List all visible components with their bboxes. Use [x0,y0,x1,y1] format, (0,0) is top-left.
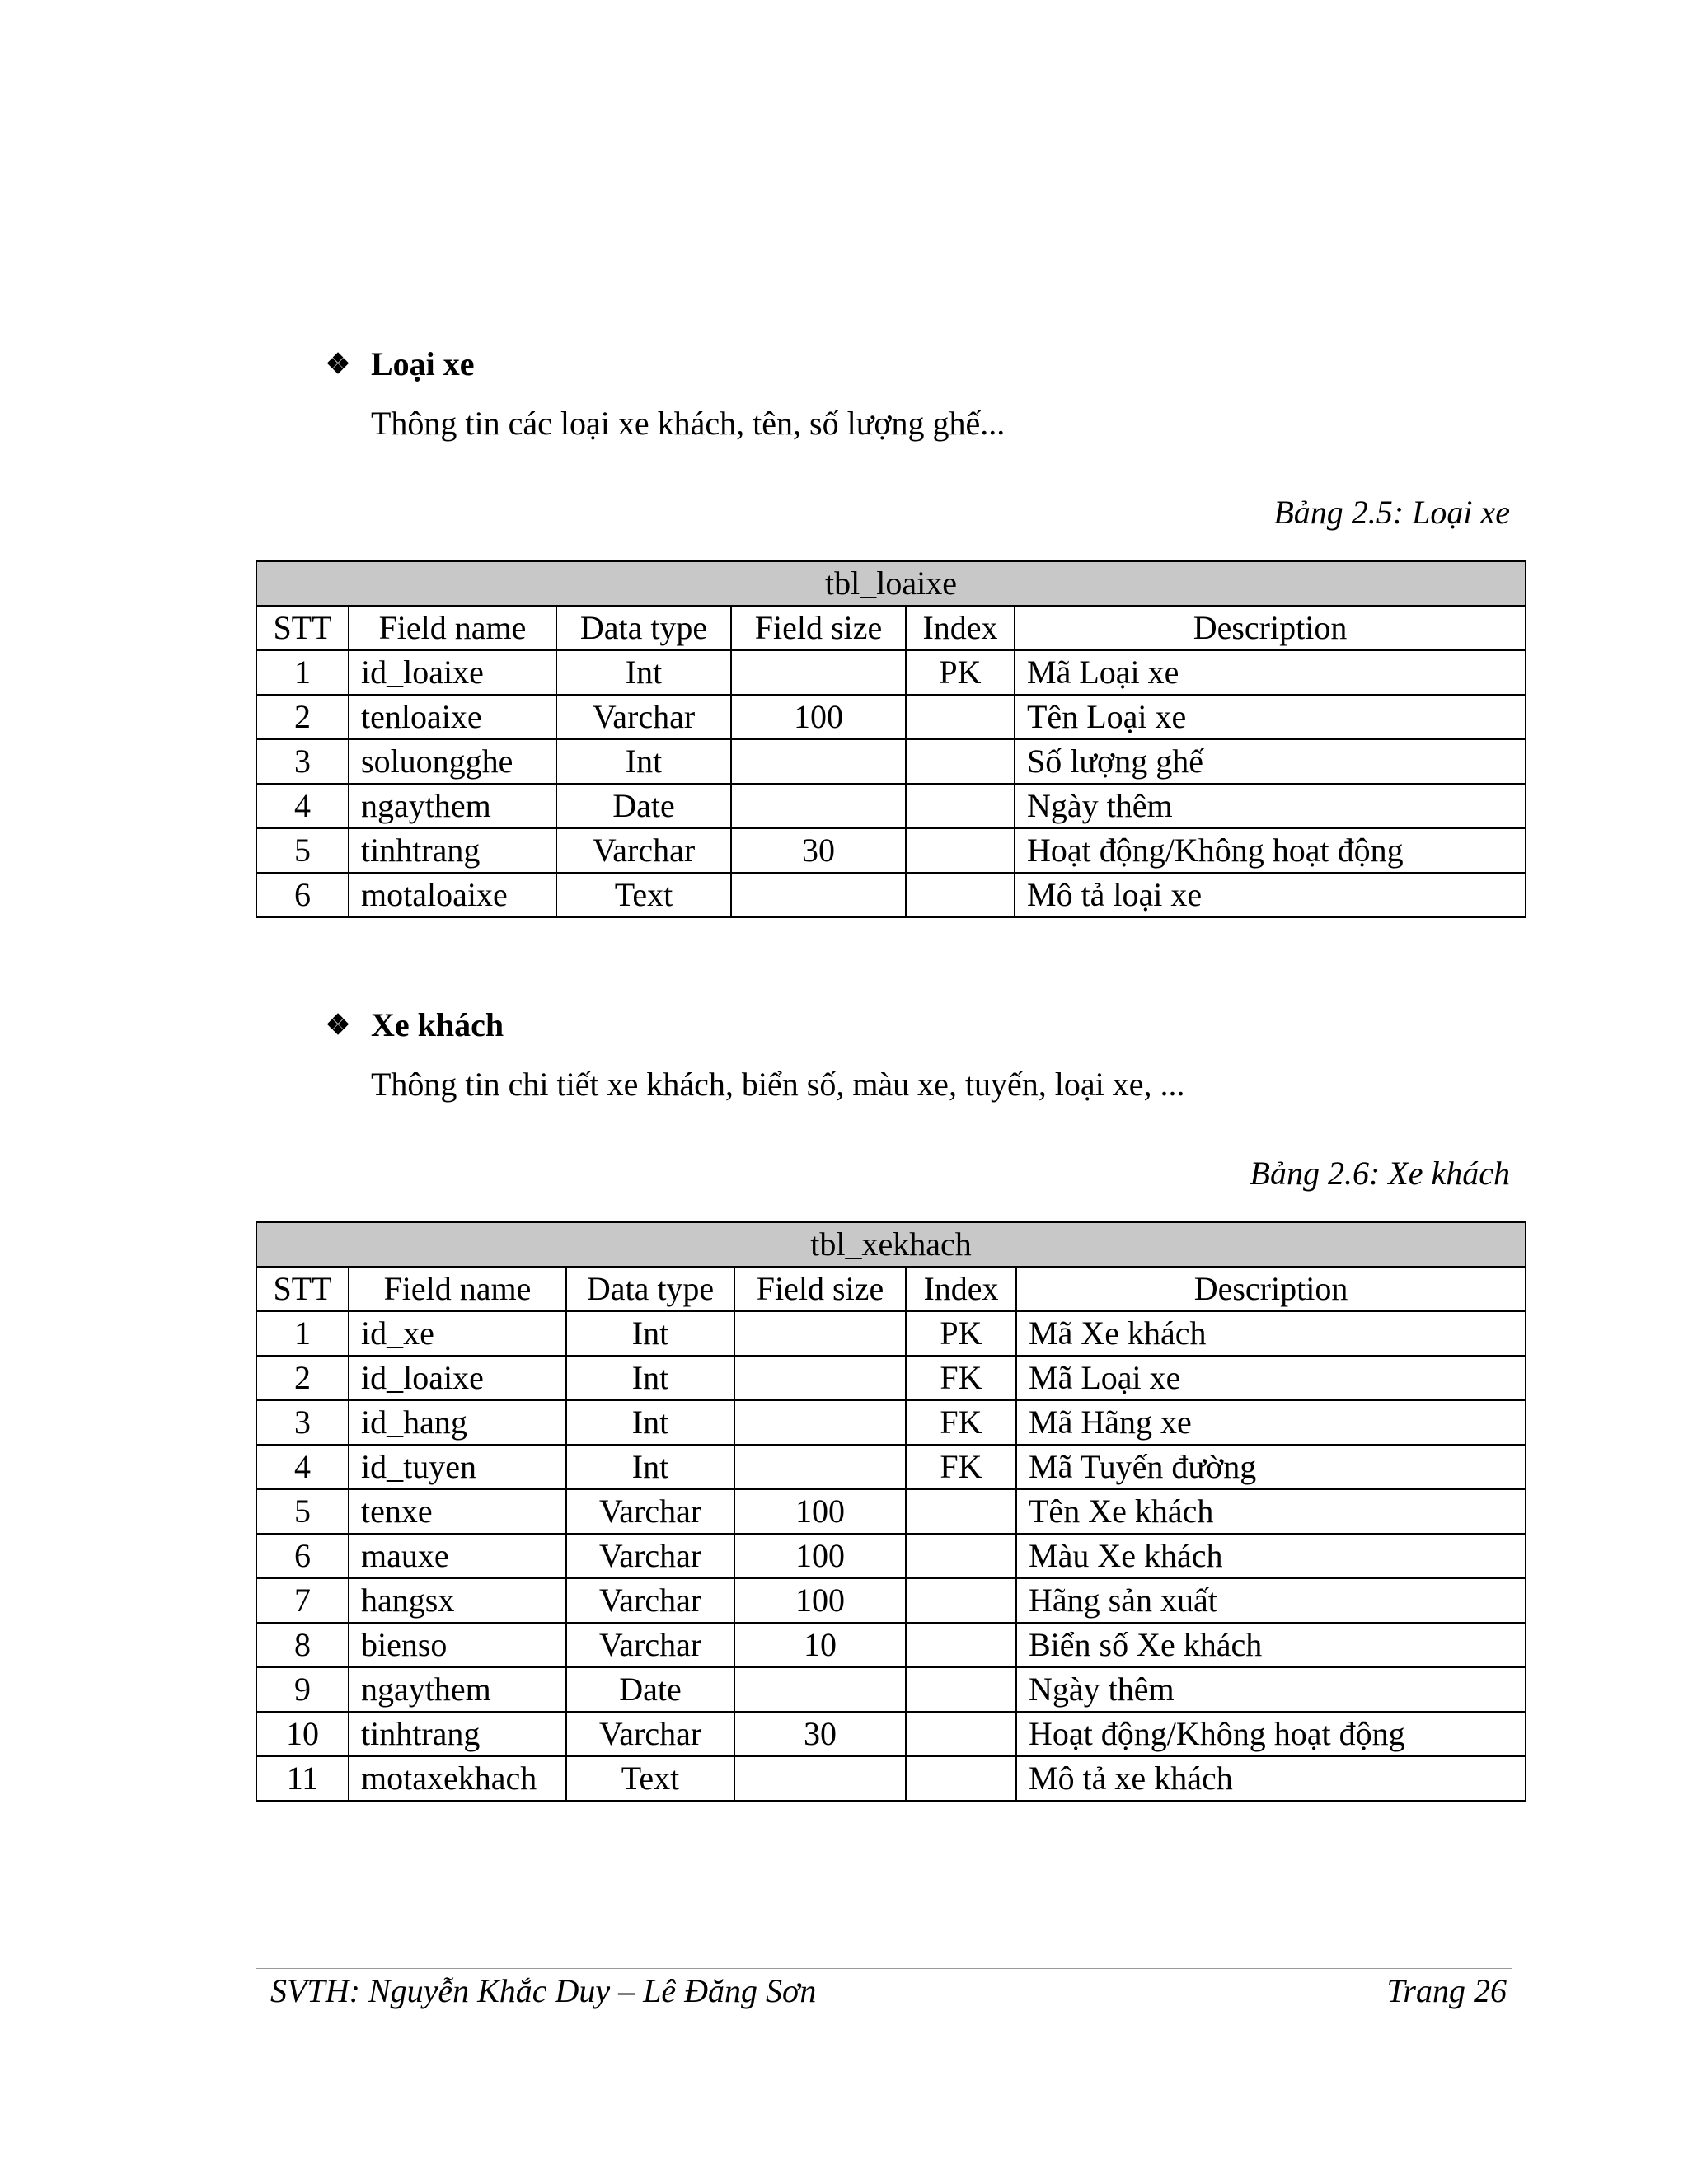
table-cell: 100 [734,1578,906,1623]
table-cell: FK [906,1356,1016,1400]
table-cell: PK [906,1311,1016,1356]
table-cell: id_loaixe [349,650,556,695]
table-row [256,784,1526,828]
table-name: tbl_loaixe [256,561,1526,606]
table-cell: 1 [256,650,349,695]
table-cell: 3 [256,739,349,784]
table-cell: Varchar [566,1623,734,1667]
table-cell: ngaythem [349,784,556,828]
table-cell: Tên Loại xe [1015,695,1526,739]
table-row [256,1489,1526,1534]
column-header: Data type [566,1267,734,1311]
table-cell: Int [566,1445,734,1489]
column-header: STT [256,606,349,650]
table-cell: 6 [256,1534,349,1578]
table-cell: 4 [256,784,349,828]
table-cell: motaxekhach [349,1756,566,1801]
table-row [256,1578,1526,1623]
table-cell: Mã Loại xe [1015,650,1526,695]
table-cell: Varchar [566,1489,734,1534]
table-cell: Số lượng ghế [1015,739,1526,784]
table-cell: Int [556,739,731,784]
table-cell: Int [566,1356,734,1400]
section-title-xe-khach [321,1005,504,1044]
table-cell: Varchar [566,1712,734,1756]
table-cell: 5 [256,1489,349,1534]
table-cell: Varchar [566,1578,734,1623]
table-cell [731,784,906,828]
table-cell: 8 [256,1623,349,1667]
table-cell: Int [566,1400,734,1445]
table-cell: id_loaixe [349,1356,566,1400]
table-cell: 30 [734,1712,906,1756]
table-cell: 10 [256,1712,349,1756]
table-cell: Varchar [556,695,731,739]
table-cell: Text [556,873,731,917]
table-cell: 5 [256,828,349,873]
table-name: tbl_xekhach [256,1222,1526,1267]
diamond-bullet-icon: ❖ [325,349,351,380]
diamond-bullet-icon: ❖ [325,1010,351,1041]
table-cell: Ngày thêm [1016,1667,1526,1712]
table-cell: hangsx [349,1578,566,1623]
table-header-row [256,606,1526,650]
table-cell: 30 [731,828,906,873]
table-cell: id_xe [349,1311,566,1356]
table-cell: Date [566,1667,734,1712]
table-cell [734,1356,906,1400]
table-row [256,1712,1526,1756]
table-cell: tinhtrang [349,828,556,873]
section-title-text: Loại xe [371,345,475,382]
table-cell: FK [906,1400,1016,1445]
table-cell: id_tuyen [349,1445,566,1489]
column-header: Description [1016,1267,1526,1311]
table-cell: Text [566,1756,734,1801]
table-cell: tinhtrang [349,1712,566,1756]
table-cell [906,1578,1016,1623]
table-cell: Mã Xe khách [1016,1311,1526,1356]
column-header: Description [1015,606,1526,650]
table-cell: soluongghe [349,739,556,784]
table-cell: FK [906,1445,1016,1489]
table-cell: Int [556,650,731,695]
table-cell: 7 [256,1578,349,1623]
table-cell: 2 [256,1356,349,1400]
table-row [256,873,1526,917]
table-row [256,1756,1526,1801]
table-cell: ngaythem [349,1667,566,1712]
table-cell: Hãng sản xuất [1016,1578,1526,1623]
column-header: Data type [556,606,731,650]
table-cell [734,1756,906,1801]
table-cell [731,739,906,784]
table-name-row [256,1222,1526,1267]
table-cell: Hoạt động/Không hoạt động [1015,828,1526,873]
table-cell: Hoạt động/Không hoạt động [1016,1712,1526,1756]
table-row [256,1445,1526,1489]
table-cell [734,1400,906,1445]
table-cell [906,784,1015,828]
table-cell [906,695,1015,739]
table-cell: Màu Xe khách [1016,1534,1526,1578]
column-header: Field name [349,1267,566,1311]
table-cell: motaloaixe [349,873,556,917]
table-row [256,1400,1526,1445]
table-header-row [256,1267,1526,1311]
table-cell: 6 [256,873,349,917]
table-cell: id_hang [349,1400,566,1445]
table-cell: Date [556,784,731,828]
table-cell [731,873,906,917]
table-cell: mauxe [349,1534,566,1578]
table-cell [734,1311,906,1356]
table-cell [734,1445,906,1489]
column-header: Field name [349,606,556,650]
table-cell: 1 [256,1311,349,1356]
table-cell: tenloaixe [349,695,556,739]
table-cell [734,1667,906,1712]
table-caption: Bảng 2.6: Xe khách [1250,1155,1510,1192]
table-cell [906,1712,1016,1756]
table-cell: 9 [256,1667,349,1712]
table-cell: 11 [256,1756,349,1801]
table-row [256,1667,1526,1712]
column-header: Field size [731,606,906,650]
table-row [256,695,1526,739]
table-cell: Mã Loại xe [1016,1356,1526,1400]
table-cell: 10 [734,1623,906,1667]
table-tbl-loaixe [256,560,1526,918]
section-description: Thông tin các loại xe khách, tên, số lượng ghế... [371,405,1006,442]
table-row [256,1356,1526,1400]
footer-divider [256,1968,1512,1969]
section-title-loai-xe [321,344,475,383]
footer-authors: SVTH: Nguyễn Khắc Duy – Lê Đăng Sơn [270,1972,817,2009]
table-cell: Varchar [566,1534,734,1578]
table-cell: 100 [731,695,906,739]
table-tbl-xekhach [256,1221,1526,1802]
table-cell: PK [906,650,1015,695]
column-header: Field size [734,1267,906,1311]
table-cell: 2 [256,695,349,739]
table-cell: bienso [349,1623,566,1667]
table-cell [906,1489,1016,1534]
table-row [256,1311,1526,1356]
table-cell: Mã Hãng xe [1016,1400,1526,1445]
table-cell: Biển số Xe khách [1016,1623,1526,1667]
table-cell [906,1667,1016,1712]
column-header: Index [906,606,1015,650]
table-cell: Ngày thêm [1015,784,1526,828]
table-cell: Mã Tuyến đường [1016,1445,1526,1489]
table-row [256,1534,1526,1578]
column-header: Index [906,1267,1016,1311]
table-cell: Int [566,1311,734,1356]
table-caption: Bảng 2.5: Loại xe [1273,494,1510,531]
table-cell [906,1534,1016,1578]
table-row [256,1623,1526,1667]
table-cell: Varchar [556,828,731,873]
table-cell [906,1756,1016,1801]
table-cell [731,650,906,695]
footer-page-number: Trang 26 [1386,1972,1507,2009]
table-cell: tenxe [349,1489,566,1534]
table-row [256,828,1526,873]
section-description: Thông tin chi tiết xe khách, biển số, màu xe, tuyến, loại xe, ... [371,1066,1185,1103]
table-name-row [256,561,1526,606]
section-title-text: Xe khách [371,1006,504,1043]
table-cell: 100 [734,1534,906,1578]
table-cell [906,739,1015,784]
table-cell [906,828,1015,873]
table-cell: Mô tả xe khách [1016,1756,1526,1801]
table-cell [906,873,1015,917]
table-cell: 3 [256,1400,349,1445]
table-cell: Mô tả loại xe [1015,873,1526,917]
table-row [256,650,1526,695]
table-row [256,739,1526,784]
table-cell [906,1623,1016,1667]
column-header: STT [256,1267,349,1311]
table-cell: 100 [734,1489,906,1534]
table-cell: Tên Xe khách [1016,1489,1526,1534]
table-cell: 4 [256,1445,349,1489]
